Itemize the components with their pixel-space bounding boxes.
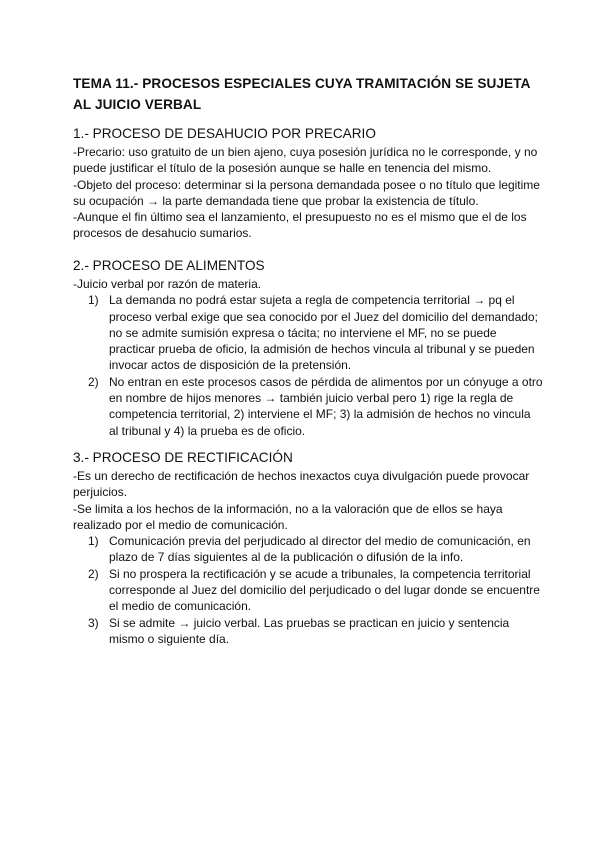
section-desahucio-precario <box>73 125 543 242</box>
list-item-text: Si no prospera la rectificación y se acude a tribunales, la competencia territorial corresponde al Juez del domicilio del perjudicado o del lugar donde se encuentre el medio de comunicación. <box>109 566 540 614</box>
list-item-text: Si se admite → juicio verbal. Las pruebas se practican en juicio y sentencia mismo o siguiente día. <box>109 615 510 646</box>
list-item <box>73 615 543 648</box>
document-title: TEMA 11.- PROCESOS ESPECIALES CUYA TRAMITACIÓN SE SUJETA AL JUICIO VERBAL <box>73 76 531 112</box>
list-item <box>73 566 543 615</box>
section-alimentos <box>73 257 543 439</box>
list-item-text: Comunicación previa del perjudicado al director del medio de comunicación, en plazo de 7 días siguientes al de la publicación o difusión de la info. <box>109 534 531 565</box>
section-heading: 2.- PROCESO DE ALIMENTOS <box>73 258 265 273</box>
section-heading: 3.- PROCESO DE RECTIFICACIÓN <box>73 450 293 465</box>
list-item-number: 2) <box>88 374 99 389</box>
numbered-list <box>73 533 543 647</box>
list-item <box>73 533 543 566</box>
list-item-text: No entran en este procesos casos de pérdida de alimentos por un cónyuge a otro en nombre de hijos menores → también juicio verbal pero 1) rige la regla de competencia territorial, 2) interviene el MF; 3) la admisión de hechos no vincula al tribunal y 4) la prueba es de oficio. <box>109 374 543 438</box>
paragraph: -Juicio verbal por razón de materia. <box>73 277 262 291</box>
paragraph: -Objeto del proceso: determinar si la persona demandada posee o no título que legitime su ocupación → la parte demandada tiene que probar la existencia de título. <box>73 177 540 208</box>
section-heading: 1.- PROCESO DE DESAHUCIO POR PRECARIO <box>73 126 376 141</box>
list-item <box>73 292 543 373</box>
paragraph: -Aunque el fin último sea el lanzamiento, el presupuesto no es el mismo que el de los procesos de desahucio sumarios. <box>73 210 527 241</box>
section-rectificacion <box>73 449 543 647</box>
list-item <box>73 374 543 439</box>
list-item-number: 1) <box>88 293 99 308</box>
paragraph: -Se limita a los hechos de la información, no a la valoración que de ellos se haya realizado por el medio de comunicación. <box>73 501 503 532</box>
list-item-number: 1) <box>88 534 99 549</box>
list-item-text: La demanda no podrá estar sujeta a regla de competencia territorial → pq el proceso verbal exige que sea conocido por el Juez del domicilio del demandado; no se admite sumisión expresa o tácita; no interviene el MF, no se puede practicar prueba de oficio, la admisión de hechos vincula al tribunal y se pueden invocar actos de disposición de la pretensión. <box>109 293 538 373</box>
paragraph: -Precario: uso gratuito de un bien ajeno, cuya posesión jurídica no le corresponde, y no puede justificar el título de la posesión aunque se halle en tenencia del mismo. <box>73 145 538 176</box>
list-item-number: 2) <box>88 566 99 581</box>
list-item-number: 3) <box>88 615 99 630</box>
numbered-list <box>73 292 543 439</box>
paragraph: -Es un derecho de rectificación de hechos inexactos cuya divulgación puede provocar perjuicios. <box>73 469 530 500</box>
